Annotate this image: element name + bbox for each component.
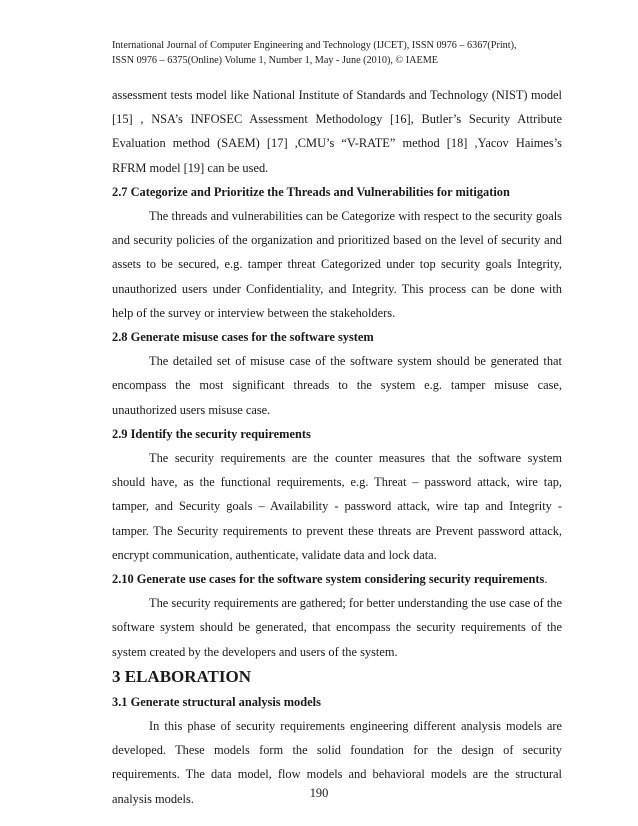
section-2-9-paragraph: The security requirements are the counter measures that the software system should have, as the functional requirements, e.g. Threat – password attack, wire tap, tamper, and Security goals – Availability - password attack, wire tap and Integrity - tamper. The Security requirements to prevent these threats are Prevent password attack, encrypt communication, authenticate, validate data and lock data.	[112, 451, 562, 562]
section-3-1-paragraph: In this phase of security requirements engineering different analysis models are developed. These models form the solid foundation for the design of security requirements. The data model, flow models and behavioral models are the structural analysis models.	[112, 719, 562, 806]
page-body	[112, 83, 562, 811]
section-2-10-heading-period: .	[544, 572, 548, 587]
section-2-10-heading: 2.10 Generate use cases for the software system considering security requirements	[112, 572, 545, 587]
section-3-heading: 3 ELABORATION	[112, 666, 252, 686]
section-2-9-heading: 2.9 Identify the security requirements	[112, 426, 311, 441]
section-2-10-heading-wrapper	[112, 567, 562, 591]
section-2-7-paragraph: The threads and vulnerabilities can be Categorize with respect to the security goals and security policies of the organization and prioritized based on the level of security and assets to be secured, e.g. tamper threat Categorized under top security goals Integrity, unauthorized users under Confidentiality, and Integrity. This process can be done with help of the survey or interview between the stakeholders.	[112, 209, 562, 320]
header-line-2: ISSN 0976 – 6375(Online) Volume 1, Number 1, May - June (2010), © IAEME	[112, 55, 438, 66]
header-line-1: International Journal of Computer Engineering and Technology (IJCET), ISSN 0976 – 6367(Print),	[112, 40, 517, 51]
section-2-10-paragraph: The security requirements are gathered; for better understanding the use case of the software system should be generated, that encompass the security requirements of the system created by the developers and users of the system.	[112, 596, 562, 659]
intro-paragraph: assessment tests model like National Institute of Standards and Technology (NIST) model [15] , NSA’s INFOSEC Assessment Methodology [16], Butler’s Security Attribute Evaluation method (SAEM) [17] ,CMU’s “V-RATE” method [18] ,Yacov Haimes’s RFRM model [19] can be used.	[112, 88, 562, 175]
running-header	[112, 38, 542, 68]
section-3-1-heading: 3.1 Generate structural analysis models	[112, 694, 321, 709]
section-2-7-heading: 2.7 Categorize and Prioritize the Threads and Vulnerabilities for mitigation	[112, 184, 510, 199]
section-2-8-paragraph: The detailed set of misuse case of the software system should be generated that encompass the most significant threads to the system e.g. tamper misuse case, unauthorized users misuse case.	[112, 354, 562, 417]
page-number: 190	[309, 786, 329, 800]
section-2-8-heading: 2.8 Generate misuse cases for the software system	[112, 330, 374, 345]
